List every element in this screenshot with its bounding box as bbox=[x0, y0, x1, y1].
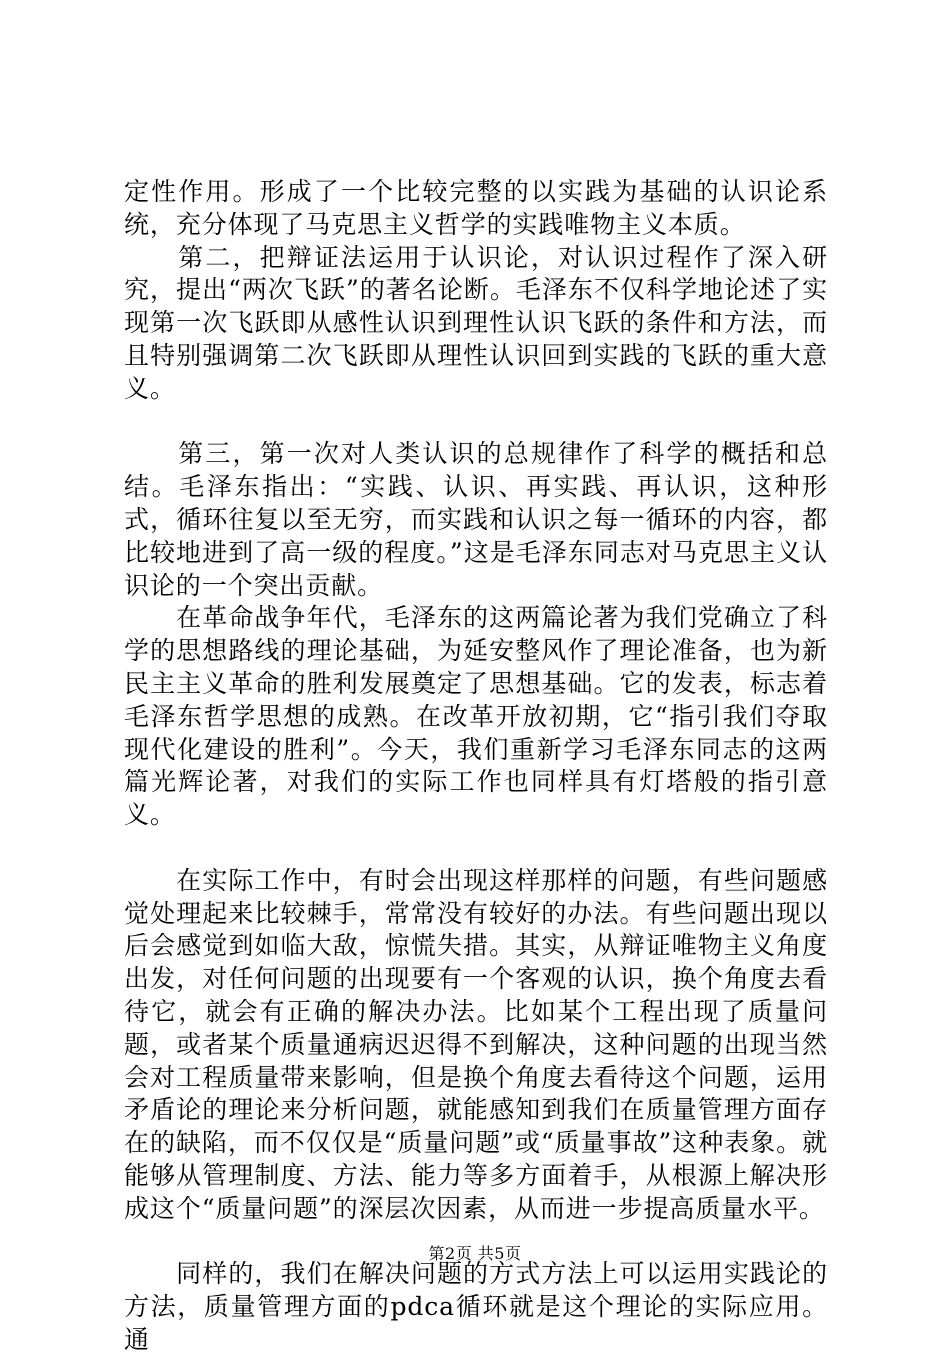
paragraph-spacer bbox=[124, 832, 828, 865]
paragraph-6: 同样的，我们在解决问题的方式方法上可以运用实践论的方法，质量管理方面的pdca循环就是这个理论的实际应用。通 bbox=[124, 1259, 828, 1354]
paragraph-4: 在革命战争年代，毛泽东的这两篇论著为我们党确立了科学的思想路线的理论基础，为延安整风作了理论准备，也为新民主主义革命的胜利发展奠定了思想基础。它的发表，标志着毛泽东哲学思想的成熟。在改革开放初期，它“指引我们夺取现代化建设的胜利”。今天，我们重新学习毛泽东同志的这两篇光辉论著，对我们的实际工作也同样具有灯塔般的指引意义。 bbox=[124, 603, 828, 830]
paragraph-spacer bbox=[124, 406, 828, 439]
document-body bbox=[124, 176, 828, 1357]
page-footer: 第2页 共5页 bbox=[428, 1244, 522, 1263]
paragraph-3: 第三，第一次对人类认识的总规律作了科学的概括和总结。毛泽东指出：“实践、认识、再实践、再认识，这种形式，循环往复以至无穷，而实践和认识之每一循环的内容，都比较地进到了高一级的程度。”这是毛泽东同志对马克思主义认识论的一个突出贡献。 bbox=[124, 439, 828, 600]
paragraph-1: 定性作用。形成了一个比较完整的以实践为基础的认识论系统，充分体现了马克思主义哲学的实践唯物主义本质。 bbox=[124, 177, 828, 239]
paragraph-5: 在实际工作中，有时会出现这样那样的问题，有些问题感觉处理起来比较棘手，常常没有较好的办法。有些问题出现以后会感觉到如临大敌，惊慌失措。其实，从辩证唯物主义角度出发，对任何问题的出现要有一个客观的认识，换个角度去看待它，就会有正确的解决办法。比如某个工程出现了质量问题，或者某个质量通病迟迟得不到解决，这种问题的出现当然会对工程质量带来影响，但是换个角度去看待这个问题，运用矛盾论的理论来分析问题，就能感知到我们在质量管理方面存在的缺陷，而不仅仅是“质量问题”或“质量事故”这种表象。就能够从管理制度、方法、能力等多方面着手，从根源上解决形成这个“质量问题”的深层次因素，从而进一步提高质量水平。 bbox=[124, 865, 828, 1223]
paragraph-2: 第二，把辩证法运用于认识论，对认识过程作了深入研究，提出“两次飞跃”的著名论断。毛泽东不仅科学地论述了实现第一次飞跃即从感性认识到理性认识飞跃的条件和方法，而且特别强调第二次飞跃即从理性认识回到实践的飞跃的重大意义。 bbox=[124, 242, 828, 403]
